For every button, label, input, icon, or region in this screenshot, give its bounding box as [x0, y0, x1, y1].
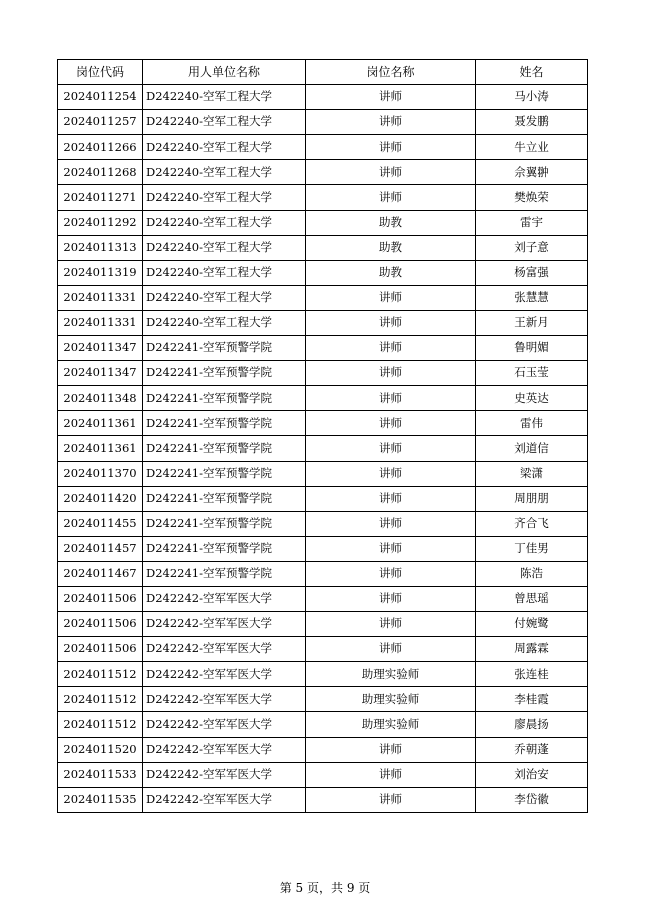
cell-unit-name: D242240-空军工程大学 — [143, 85, 306, 110]
cell-post-code: 2024011268 — [58, 160, 143, 185]
cell-post-name: 讲师 — [306, 285, 476, 310]
header-unit-name: 用人单位名称 — [143, 60, 306, 85]
cell-unit-name: D242242-空军军医大学 — [143, 662, 306, 687]
cell-person-name: 刘子意 — [476, 235, 588, 260]
cell-post-name: 助理实验师 — [306, 712, 476, 737]
cell-post-code: 2024011512 — [58, 712, 143, 737]
cell-post-code: 2024011271 — [58, 185, 143, 210]
table-row — [58, 85, 588, 110]
cell-post-name: 讲师 — [306, 110, 476, 135]
cell-post-code: 2024011313 — [58, 235, 143, 260]
cell-post-code: 2024011331 — [58, 310, 143, 335]
cell-unit-name: D242240-空军工程大学 — [143, 110, 306, 135]
cell-person-name: 杨富强 — [476, 260, 588, 285]
table-row — [58, 612, 588, 637]
cell-post-name: 讲师 — [306, 486, 476, 511]
cell-unit-name: D242240-空军工程大学 — [143, 160, 306, 185]
cell-post-code: 2024011347 — [58, 336, 143, 361]
table-row — [58, 285, 588, 310]
cell-person-name: 王新月 — [476, 310, 588, 335]
cell-unit-name: D242240-空军工程大学 — [143, 260, 306, 285]
cell-unit-name: D242241-空军预警学院 — [143, 561, 306, 586]
cell-person-name: 刘治安 — [476, 762, 588, 787]
cell-post-code: 2024011254 — [58, 85, 143, 110]
cell-post-name: 讲师 — [306, 185, 476, 210]
cell-post-name: 讲师 — [306, 361, 476, 386]
cell-post-name: 讲师 — [306, 536, 476, 561]
header-person-name: 姓名 — [476, 60, 588, 85]
cell-person-name: 牛立业 — [476, 135, 588, 160]
cell-unit-name: D242240-空军工程大学 — [143, 135, 306, 160]
cell-post-name: 讲师 — [306, 561, 476, 586]
cell-person-name: 雷宇 — [476, 210, 588, 235]
cell-person-name: 张慧慧 — [476, 285, 588, 310]
table-row — [58, 536, 588, 561]
table-row — [58, 712, 588, 737]
cell-person-name: 李桂霞 — [476, 687, 588, 712]
cell-unit-name: D242242-空军军医大学 — [143, 586, 306, 611]
cell-post-name: 讲师 — [306, 762, 476, 787]
page-number: 第 5 页，共 9 页 — [279, 881, 371, 895]
table-row — [58, 411, 588, 436]
cell-person-name: 周露霖 — [476, 637, 588, 662]
table-row — [58, 185, 588, 210]
cell-post-name: 助理实验师 — [306, 687, 476, 712]
header-post-code: 岗位代码 — [58, 60, 143, 85]
cell-unit-name: D242242-空军军医大学 — [143, 762, 306, 787]
cell-post-code: 2024011266 — [58, 135, 143, 160]
cell-unit-name: D242242-空军军医大学 — [143, 612, 306, 637]
cell-person-name: 佘翼翀 — [476, 160, 588, 185]
cell-post-name: 讲师 — [306, 386, 476, 411]
table-header-row — [58, 60, 588, 85]
cell-person-name: 聂发鹏 — [476, 110, 588, 135]
cell-post-code: 2024011292 — [58, 210, 143, 235]
cell-post-name: 助理实验师 — [306, 662, 476, 687]
cell-post-name: 讲师 — [306, 310, 476, 335]
table-row — [58, 637, 588, 662]
table-row — [58, 436, 588, 461]
cell-post-code: 2024011457 — [58, 536, 143, 561]
table-row — [58, 662, 588, 687]
cell-unit-name: D242242-空军军医大学 — [143, 787, 306, 812]
cell-post-code: 2024011348 — [58, 386, 143, 411]
table-row — [58, 210, 588, 235]
cell-post-code: 2024011420 — [58, 486, 143, 511]
cell-post-code: 2024011512 — [58, 662, 143, 687]
cell-post-name: 讲师 — [306, 160, 476, 185]
table-body — [58, 85, 588, 813]
cell-post-code: 2024011506 — [58, 637, 143, 662]
cell-person-name: 周朋朋 — [476, 486, 588, 511]
cell-post-name: 讲师 — [306, 511, 476, 536]
cell-post-code: 2024011257 — [58, 110, 143, 135]
table-row — [58, 160, 588, 185]
cell-post-code: 2024011520 — [58, 737, 143, 762]
table-row — [58, 737, 588, 762]
cell-post-name: 讲师 — [306, 461, 476, 486]
cell-unit-name: D242240-空军工程大学 — [143, 285, 306, 310]
cell-person-name: 鲁明媚 — [476, 336, 588, 361]
cell-post-name: 讲师 — [306, 436, 476, 461]
cell-person-name: 史英达 — [476, 386, 588, 411]
cell-unit-name: D242242-空军军医大学 — [143, 712, 306, 737]
cell-unit-name: D242241-空军预警学院 — [143, 411, 306, 436]
cell-person-name: 陈浩 — [476, 561, 588, 586]
cell-post-name: 讲师 — [306, 85, 476, 110]
table-row — [58, 511, 588, 536]
cell-unit-name: D242242-空军军医大学 — [143, 687, 306, 712]
cell-unit-name: D242241-空军预警学院 — [143, 486, 306, 511]
cell-post-name: 讲师 — [306, 135, 476, 160]
cell-post-code: 2024011361 — [58, 436, 143, 461]
cell-unit-name: D242241-空军预警学院 — [143, 386, 306, 411]
cell-post-code: 2024011319 — [58, 260, 143, 285]
table-row — [58, 310, 588, 335]
cell-unit-name: D242240-空军工程大学 — [143, 310, 306, 335]
table-row — [58, 687, 588, 712]
cell-person-name: 雷伟 — [476, 411, 588, 436]
table-row — [58, 110, 588, 135]
cell-person-name: 曾思瑶 — [476, 586, 588, 611]
cell-person-name: 石玉莹 — [476, 361, 588, 386]
cell-person-name: 张连桂 — [476, 662, 588, 687]
cell-post-code: 2024011467 — [58, 561, 143, 586]
table-row — [58, 135, 588, 160]
cell-unit-name: D242242-空军军医大学 — [143, 637, 306, 662]
table-row — [58, 762, 588, 787]
cell-post-code: 2024011347 — [58, 361, 143, 386]
cell-unit-name: D242241-空军预警学院 — [143, 461, 306, 486]
cell-post-name: 讲师 — [306, 787, 476, 812]
cell-post-name: 讲师 — [306, 586, 476, 611]
cell-post-name: 助教 — [306, 235, 476, 260]
cell-post-code: 2024011455 — [58, 511, 143, 536]
cell-post-code: 2024011533 — [58, 762, 143, 787]
cell-post-code: 2024011512 — [58, 687, 143, 712]
cell-person-name: 李岱徽 — [476, 787, 588, 812]
cell-post-name: 讲师 — [306, 411, 476, 436]
cell-unit-name: D242241-空军预警学院 — [143, 361, 306, 386]
results-table — [57, 59, 588, 813]
cell-post-code: 2024011506 — [58, 612, 143, 637]
table-row — [58, 386, 588, 411]
cell-post-code: 2024011535 — [58, 787, 143, 812]
table-row — [58, 787, 588, 812]
cell-unit-name: D242240-空军工程大学 — [143, 185, 306, 210]
cell-post-code: 2024011370 — [58, 461, 143, 486]
cell-post-code: 2024011361 — [58, 411, 143, 436]
cell-person-name: 齐合飞 — [476, 511, 588, 536]
cell-post-code: 2024011331 — [58, 285, 143, 310]
table-row — [58, 486, 588, 511]
cell-post-name: 讲师 — [306, 637, 476, 662]
cell-person-name: 付婉鹭 — [476, 612, 588, 637]
table-row — [58, 461, 588, 486]
cell-unit-name: D242240-空军工程大学 — [143, 210, 306, 235]
table-row — [58, 561, 588, 586]
cell-person-name: 樊焕荣 — [476, 185, 588, 210]
table-row — [58, 336, 588, 361]
cell-post-name: 讲师 — [306, 737, 476, 762]
table-row — [58, 235, 588, 260]
header-post-name: 岗位名称 — [306, 60, 476, 85]
cell-post-name: 助教 — [306, 260, 476, 285]
cell-person-name: 梁潇 — [476, 461, 588, 486]
cell-post-name: 讲师 — [306, 612, 476, 637]
table-row — [58, 361, 588, 386]
cell-unit-name: D242241-空军预警学院 — [143, 536, 306, 561]
cell-post-code: 2024011506 — [58, 586, 143, 611]
cell-unit-name: D242241-空军预警学院 — [143, 511, 306, 536]
cell-unit-name: D242241-空军预警学院 — [143, 336, 306, 361]
cell-unit-name: D242241-空军预警学院 — [143, 436, 306, 461]
cell-person-name: 刘道信 — [476, 436, 588, 461]
cell-person-name: 廖晨扬 — [476, 712, 588, 737]
table-row — [58, 586, 588, 611]
cell-unit-name: D242242-空军军医大学 — [143, 737, 306, 762]
cell-person-name: 马小涛 — [476, 85, 588, 110]
cell-unit-name: D242240-空军工程大学 — [143, 235, 306, 260]
cell-person-name: 丁佳男 — [476, 536, 588, 561]
cell-post-name: 讲师 — [306, 336, 476, 361]
cell-post-name: 助教 — [306, 210, 476, 235]
cell-person-name: 乔朝蓬 — [476, 737, 588, 762]
table-row — [58, 260, 588, 285]
